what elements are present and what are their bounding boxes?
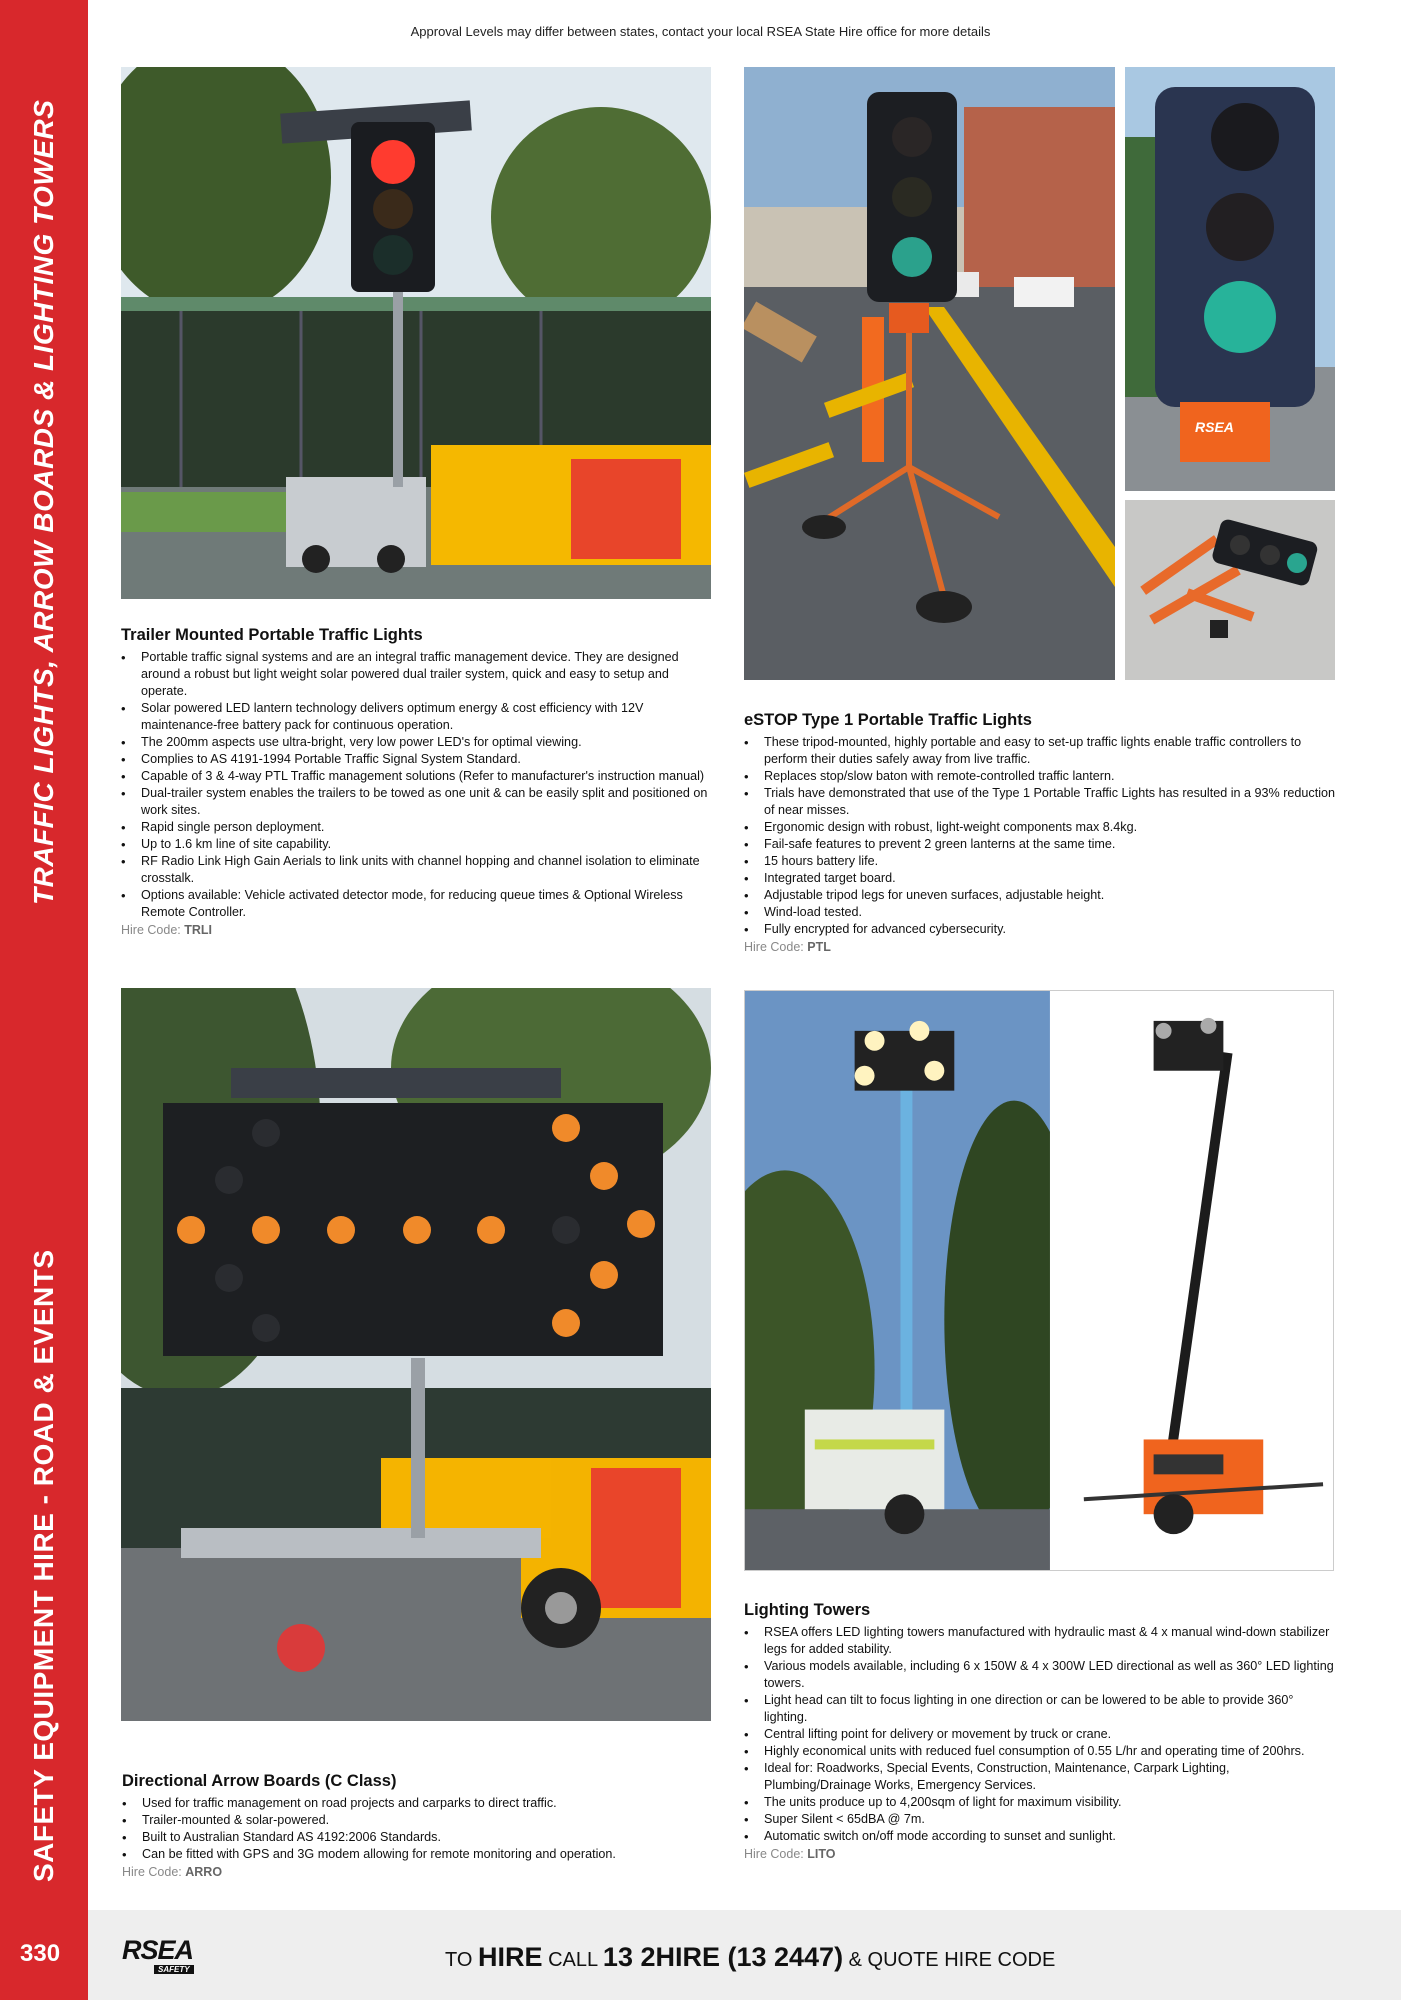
hire-code: Hire Code: PTL: [744, 940, 831, 954]
list-item: • Adjustable tripod legs for uneven surfaces, adjustable height.: [744, 887, 1336, 904]
sidebar-section-title: SAFETY EQUIPMENT HIRE - ROAD & EVENTS: [28, 1249, 59, 1882]
hire-phone-number: 13 2HIRE (13 2447): [602, 1942, 844, 1972]
hire-code-value: PTL: [807, 940, 831, 954]
list-item: • Options available: Vehicle activated detector mode, for reducing queue times & Optional Wireless Remote Controller.: [121, 887, 711, 921]
section-title: Trailer Mounted Portable Traffic Lights: [121, 626, 423, 644]
list-item: • Dual-trailer system enables the trailers to be towed as one unit & can be easily split and positioned on work sites.: [121, 785, 711, 819]
list-item: • RSEA offers LED lighting towers manufactured with hydraulic mast & 4 x manual wind-down stabilizer legs for added stability.: [744, 1624, 1336, 1658]
approval-note: Approval Levels may differ between states, contact your local RSEA State Hire office for more details: [410, 24, 991, 39]
list-item: • The units produce up to 4,200sqm of light for maximum visibility.: [744, 1794, 1336, 1811]
logo-tagline: SAFETY: [154, 1965, 194, 1974]
hire-code: Hire Code: ARRO: [122, 1865, 223, 1879]
list-item: • Replaces stop/slow baton with remote-controlled traffic lantern.: [744, 768, 1336, 785]
list-item: • Fully encrypted for advanced cybersecurity.: [744, 921, 1336, 938]
list-item: • Complies to AS 4191-1994 Portable Traffic Signal System Standard.: [121, 751, 711, 768]
list-item: • Super Silent < 65dBA @ 7m.: [744, 1811, 1336, 1828]
list-item: • Used for traffic management on road projects and carparks to direct traffic.: [122, 1795, 712, 1812]
list-item: • Fail-safe features to prevent 2 green lanterns at the same time.: [744, 836, 1336, 853]
trailer-traffic-lights-photo: [121, 67, 711, 599]
estop-badge-text: RSEA: [1195, 419, 1234, 435]
lighting-towers-photo: [744, 990, 1334, 1571]
hire-code: Hire Code: LITO: [744, 1847, 836, 1861]
list-item: • Ergonomic design with robust, light-weight components max 8.4kg.: [744, 819, 1336, 836]
estop-section: [744, 711, 1336, 954]
list-item: • Up to 1.6 km line of site capability.: [121, 836, 711, 853]
list-item: • Central lifting point for delivery or movement by truck or crane.: [744, 1726, 1336, 1743]
list-item: • Various models available, including 6 x 150W & 4 x 300W LED directional as well as 360° LED lighting towers.: [744, 1658, 1336, 1692]
list-item: • Solar powered LED lantern technology delivers optimum energy & cost efficiency with 12V maintenance-free battery pack for continuous operation.: [121, 700, 711, 734]
list-item: • Integrated target board.: [744, 870, 1336, 887]
logo-wordmark: RSEA: [122, 1935, 194, 1965]
hire-code-value: ARRO: [185, 1865, 223, 1879]
hire-code: Hire Code: TRLI: [121, 923, 213, 937]
list-item: • Trials have demonstrated that use of the Type 1 Portable Traffic Lights has resulted in a 93% reduction of near misses.: [744, 785, 1336, 819]
list-item: • Highly economical units with reduced fuel consumption of 0.55 L/hr and operating time of 200hrs.: [744, 1743, 1336, 1760]
list-item: • Light head can tilt to focus lighting in one direction or can be lowered to be able to provide 360° lighting.: [744, 1692, 1336, 1726]
list-item: • Wind-load tested.: [744, 904, 1336, 921]
list-item: • Rapid single person deployment.: [121, 819, 711, 836]
feature-list: [121, 649, 711, 921]
list-item: • Ideal for: Roadworks, Special Events, Construction, Maintenance, Carpark Lighting, Plumbing/Drainage Works, Emergency Services.: [744, 1760, 1336, 1794]
estop-closeup-photo: [1125, 67, 1335, 491]
page-number: 330: [20, 1940, 61, 1967]
section-title: Lighting Towers: [744, 1601, 871, 1619]
list-item: • Can be fitted with GPS and 3G modem allowing for remote monitoring and operation.: [122, 1846, 712, 1863]
hire-code-value: TRLI: [184, 923, 213, 937]
sidebar-category-title: TRAFFIC LIGHTS, ARROW BOARDS & LIGHTING TOWERS: [28, 99, 59, 905]
list-item: • Capable of 3 & 4-way PTL Traffic management solutions (Refer to manufacturer's instruction manual): [121, 768, 711, 785]
list-item: • These tripod-mounted, highly portable and easy to set-up traffic lights enable traffic controllers to perform their duties safely away from live traffic.: [744, 734, 1336, 768]
list-item: • The 200mm aspects use ultra-bright, very low power LED's for optimal viewing.: [121, 734, 711, 751]
section-title: eSTOP Type 1 Portable Traffic Lights: [744, 711, 1032, 729]
estop-components-photo: [1125, 500, 1335, 680]
arrow-board-photo: [121, 988, 711, 1721]
section-title: Directional Arrow Boards (C Class): [122, 1772, 397, 1790]
list-item: • RF Radio Link High Gain Aerials to link units with channel hopping and channel isolation to eliminate crosstalk.: [121, 853, 711, 887]
feature-list: [744, 1624, 1336, 1845]
list-item: • 15 hours battery life.: [744, 853, 1336, 870]
estop-roadside-photo: [744, 67, 1115, 680]
feature-list: [744, 734, 1336, 938]
list-item: • Portable traffic signal systems and are an integral traffic management device. They are designed around a robust but light weight solar powered dual trailer system, quick and easy to setup and operate.: [121, 649, 711, 700]
list-item: • Trailer-mounted & solar-powered.: [122, 1812, 712, 1829]
hire-code-value: LITO: [807, 1847, 836, 1861]
rsea-logo: [122, 1935, 212, 1975]
feature-list: [122, 1795, 712, 1863]
hire-call-to-action: TO HIRE CALL 13 2HIRE (13 2447) & QUOTE HIRE CODE: [445, 1942, 1056, 1972]
list-item: • Built to Australian Standard AS 4192:2006 Standards.: [122, 1829, 712, 1846]
arrow-boards-section: [122, 1772, 712, 1879]
list-item: • Automatic switch on/off mode according to sunset and sunlight.: [744, 1828, 1336, 1845]
lighting-towers-section: [744, 1601, 1336, 1861]
trailer-lights-section: [121, 626, 711, 937]
